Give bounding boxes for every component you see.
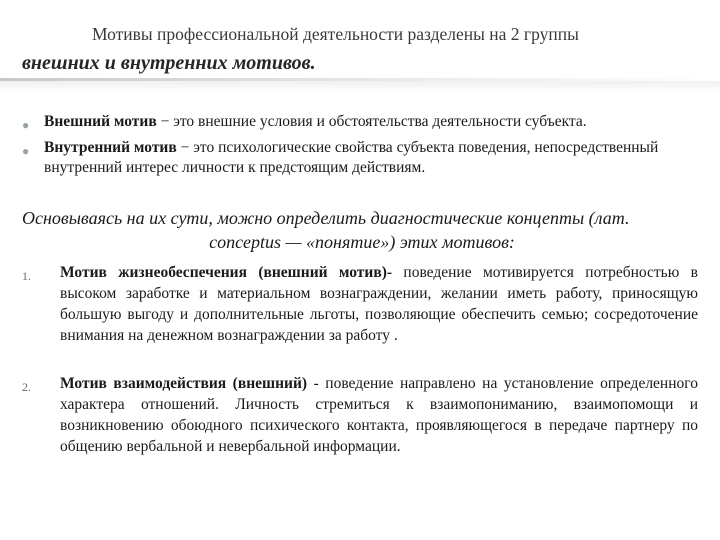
bullet-item-internal-motive [22,138,712,178]
list-item-text: поведение направлено на установление определенного характера отношений. Личность стремиться к взаимопониманию, взаимопомощи и возникновению обоюдного психического контакта, проявляющегося в передаче партнеру по общению вербальной и невербальной информации. [60,375,698,455]
list-item-dash: - [307,375,319,392]
list-item-heading: Мотив взаимодействия (внешний) [60,375,308,392]
bullet-dot-icon: ● [22,144,30,158]
list-item-dash: - [386,264,393,281]
intro-line-2: conceptus — «понятие») этих мотивов: [209,232,515,252]
intro-paragraph [22,206,702,254]
bullet-dot-icon: ● [22,118,30,132]
list-item-livelihood-motive [22,262,698,346]
title-line-1: Мотивы профессиональной деятельности разделены на 2 группы [92,24,579,44]
bullet-item-external-motive [22,112,712,132]
title-line-2: внешних и внутренних мотивов. [22,52,316,74]
bullet-term: Внешний мотив [44,113,157,130]
numbered-list [22,262,698,457]
list-item-heading: Мотив жизнеобеспечения (внешний мотив) [60,264,387,281]
list-item-text: поведение мотивируется потребностью в высоком заработке и материальном вознаграждении, желании иметь работу, приносящую большую выгоду и дополнительные льготы, позволяющие обеспечить семью; сосредоточение внимания на денежном вознаграждении за работу . [60,264,698,344]
intro-line-1: Основываясь на их сути, можно определить диагностические концепты (лат. [22,208,630,228]
bullet-term: Внутренний мотив [44,139,177,156]
list-number: 1. [22,269,31,283]
list-number: 2. [22,380,31,394]
list-item-interaction-motive [22,373,698,457]
bullet-text: − это внешние условия и обстоятельства деятельности субъекта. [156,113,587,130]
bullet-text: − это психологические свойства субъекта поведения, непосредственный внутренний интерес личности к предстоящим действиям. [44,139,659,176]
title-divider-shadow [0,81,720,93]
bullet-list [22,112,712,184]
